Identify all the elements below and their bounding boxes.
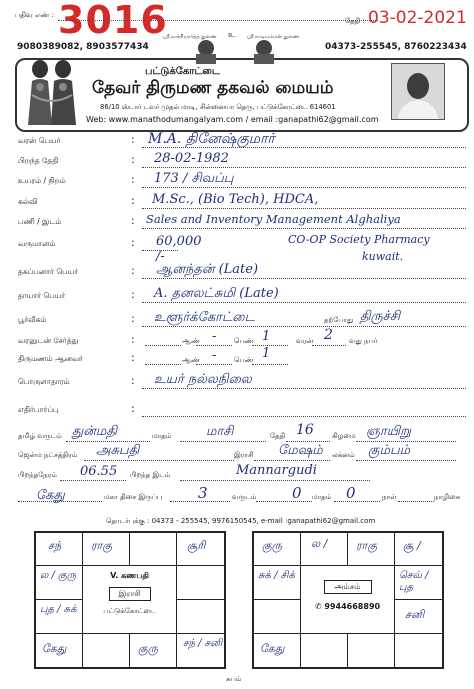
current-place-value: திருச்சி	[360, 309, 401, 324]
amsam-cell-13	[253, 633, 301, 668]
lagna-value: கும்பம்	[368, 443, 411, 458]
amsam-cell-5-text: சுக் / சிக்	[258, 570, 295, 581]
amsam-cell-14	[300, 633, 348, 668]
amsam-cell-4-text: சூ /	[403, 539, 421, 552]
married-female-value: 1	[262, 346, 271, 361]
dasa-naligai-label: நாழிகை	[434, 493, 461, 501]
economic-status-value: உயர் நல்லநிலை	[154, 372, 252, 387]
row-education: கல்வி : M.Sc., (Bio Tech), HDCA,	[18, 194, 466, 212]
tamil-year-label: தமிழ் வருடம்	[18, 432, 62, 440]
lagna-label: லக்னம்	[332, 451, 355, 459]
rasi-cell-4	[176, 532, 225, 566]
rasi-cell-3	[129, 532, 177, 566]
father-name-value: ஆனந்தன் (Late)	[156, 262, 259, 277]
row-married: திருமணம் ஆனவர் :	[18, 351, 135, 364]
married-label: திருமணம் ஆனவர்	[18, 354, 83, 363]
header-deity-mark: உ	[228, 30, 236, 39]
siblings-female-label: பெண்	[234, 337, 254, 345]
mother-name-value: A. தனலட்சுமி (Late)	[154, 286, 279, 301]
amsam-chart	[252, 531, 444, 669]
rasi-label: இராசி	[234, 451, 254, 459]
dasa-days-value: 0	[346, 484, 356, 502]
amsam-cell-15	[347, 633, 395, 668]
amsam-center-phone-number: 9944668890	[324, 602, 381, 611]
amsam-cell-12	[394, 599, 443, 634]
rasi-cell-2-text: ராகு	[91, 539, 113, 552]
siblings-label: வரனுடன் சேர்த்து	[18, 336, 79, 345]
amsam-cell-8-text: செவ் / புத	[399, 570, 429, 593]
tamil-month-value: மாசி	[206, 424, 234, 439]
tamil-day-label: கிழமை	[332, 432, 356, 440]
rasi-cell-1-text: சந்	[48, 539, 62, 552]
income-value: 60,000 /-	[156, 234, 202, 264]
registration-label: பதிவு எண் :	[15, 11, 54, 19]
amsam-cell-8	[394, 565, 443, 600]
rasi-cell-16	[176, 633, 225, 668]
native-place-label: பூர்வீகம்	[18, 315, 47, 324]
siblings-varan-label: வரன்	[296, 337, 314, 345]
contact-line: தொடர்புக்கு : 04373 - 255545, 9976150545, e-mail :ganapathi62@gmail.com	[106, 517, 376, 525]
rasi-cell-13-text: கேது	[42, 642, 67, 655]
rasi-cell-15-text: குரு	[138, 642, 158, 655]
rasi-cell-9	[35, 599, 83, 634]
header-deity-left: ஸ்ரீ நாச்சியார்த்த துணை	[163, 34, 217, 40]
siblings-varan-value: 2	[324, 327, 333, 343]
rasi-cell-13	[35, 633, 83, 668]
rasi-center-name: V. கணபதி	[110, 571, 149, 580]
rasi-center-city: பட்டுக்கோட்டை	[103, 607, 156, 615]
amsam-cell-2-text: ல /	[311, 537, 328, 550]
dasa-days-label: நாள்	[382, 493, 397, 501]
siblings-male-label: ஆண்	[182, 337, 200, 345]
birth-time-value: 06.55	[80, 464, 118, 479]
dob-value: 28-02-1982	[154, 151, 229, 166]
tamil-month-label: மாதம்	[152, 432, 172, 440]
tamil-year-value: துன்மதி	[72, 424, 117, 439]
rasi-cell-12	[176, 599, 225, 634]
dasa-label: மகா திசை இருப்பு	[104, 493, 163, 501]
work-place-label: பணி / இடம்	[18, 217, 62, 226]
rasi-cell-5	[35, 565, 83, 600]
star-value: அசுபதி	[96, 443, 140, 458]
dasa-years-value: 3	[198, 484, 208, 502]
star-label: ஜென்ம நட்சத்திரம்	[18, 451, 78, 459]
amsam-cell-12-text: சனி	[405, 608, 425, 621]
married-male-label: ஆண்	[182, 356, 200, 364]
rasi-cell-5-text: ல / குரு	[40, 570, 77, 581]
profile-photo	[391, 63, 445, 120]
header-phones-right: 04373-255545, 8760223434	[325, 42, 467, 52]
native-place-value: உளூர்க்கோட்டை	[154, 310, 255, 325]
date-label: தேதி :	[345, 17, 365, 25]
married-female-label: பெண்	[234, 356, 254, 364]
tamil-day-value: ஞாயிறு	[366, 424, 411, 439]
income-label: வருமானம்	[18, 239, 56, 248]
rasi-cell-9-text: புத / சுக்	[40, 604, 77, 615]
siblings-order-label: வது நபர்	[349, 337, 378, 345]
row-height-complexion: உயரம் / நிறம் : 173 / சிவப்பு	[18, 173, 466, 191]
row-economic-status: பொருளாதாரம் : உயர் நல்லநிலை	[18, 374, 466, 392]
organization-name: தேவர் திருமண தகவல் மையம்	[92, 78, 334, 98]
row-work-place: பணி / இடம் : Sales and Inventory Management Alghaliya	[18, 214, 466, 232]
dasa-value: கேது	[36, 488, 65, 503]
header-web-email: Web: www.manathodumangalyam.com / email :ganapathi62@gmail.com	[86, 115, 379, 124]
wedding-couple-illustration	[20, 55, 82, 127]
rasi-cell-15	[129, 633, 177, 668]
row-income: வருமானம் : 60,000 /-	[18, 234, 202, 264]
date-value: 03-02-2021	[368, 8, 467, 28]
married-male-value: -	[212, 348, 217, 363]
work-place-line2: CO-OP Society Pharmacy	[288, 233, 430, 246]
siblings-female-value: 1	[262, 329, 271, 344]
rasi-cell-4-text: சூரி	[187, 539, 206, 552]
registration-line	[58, 20, 378, 21]
amsam-cell-13-text: கேது	[260, 642, 285, 655]
dasa-months-label: மாதம்	[312, 493, 332, 501]
current-place-label: தற்போது	[324, 316, 354, 324]
rasi-cell-14	[82, 633, 130, 668]
rasi-value: மேஷம்	[278, 443, 323, 458]
height-complexion-value: 173 / சிவப்பு	[154, 171, 234, 186]
rasi-center	[83, 566, 176, 633]
dasa-years-label: வருடம்	[232, 493, 257, 501]
work-place-line3: kuwait.	[362, 250, 404, 263]
header-address: 86/10 ஸ்டார் டவர் முதல் மாடி, சின்னையா தெரு, பட்டுக்கோட்டை 614601	[100, 103, 336, 111]
groom-name-label: வரன் பெயர்	[18, 136, 61, 145]
rasi-cell-8	[176, 565, 225, 600]
education-label: கல்வி	[18, 197, 38, 206]
amsam-cell-3	[347, 532, 395, 566]
siblings-male-value: -	[212, 329, 217, 344]
header-city: பட்டுக்கோட்டை	[145, 66, 220, 77]
amsam-cell-5	[253, 565, 301, 600]
rasi-center-title: இராசி	[109, 587, 151, 601]
birth-place-label: பிறந்த இடம்	[130, 471, 171, 479]
work-place-value: Sales and Inventory Management Alghaliya	[146, 212, 401, 226]
economic-status-label: பொருளாதாரம்	[18, 377, 70, 386]
row-mother-name: தாயார் பெயர் : A. தனலட்சுமி (Late)	[18, 288, 466, 306]
amsam-cell-1	[253, 532, 301, 566]
amsam-cell-1-text: குரு	[262, 539, 282, 552]
amsam-cell-2	[300, 532, 348, 566]
expectation-label: எதிர்பார்ப்பு	[18, 405, 59, 414]
row-native-place: பூர்வீகம் : உளூர்க்கோட்டை	[18, 312, 466, 330]
row-dob: பிறந்த தேதி : 28-02-1982	[18, 153, 466, 171]
rasi-cell-1	[35, 532, 83, 566]
footer-text: சுபம்	[226, 675, 242, 683]
amsam-cell-9	[253, 599, 301, 634]
rasi-cell-16-text: சந் / சனி	[183, 638, 223, 649]
dasa-months-value: 0	[292, 484, 302, 502]
amsam-center-title: அம்சம்	[324, 580, 372, 594]
height-complexion-label: உயரம் / நிறம்	[18, 176, 66, 185]
amsam-center-phone	[301, 602, 394, 611]
dob-label: பிறந்த தேதி	[18, 156, 59, 165]
registration-number: 3016	[58, 0, 168, 42]
phone-icon: ✆	[314, 602, 322, 611]
father-name-label: தகப்பனார் பெயர்	[18, 267, 79, 276]
education-value: M.Sc., (Bio Tech), HDCA,	[152, 192, 319, 207]
header-phones-left: 9080389082, 8903577434	[17, 42, 149, 52]
amsam-center	[301, 566, 394, 633]
birth-place-value: Mannargudi	[236, 463, 317, 478]
amsam-cell-4	[394, 532, 443, 566]
header-deity-right: ஸ்ரீ நாடியம்மன் துணை	[247, 34, 300, 40]
deity-emblem-left	[182, 38, 230, 64]
rasi-chart	[34, 531, 226, 669]
deity-emblem-right	[240, 38, 288, 64]
mother-name-label: தாயார் பெயர்	[18, 291, 66, 300]
row-groom-name: வரன் பெயர் : M.A. தினேஷ்குமார்	[18, 133, 466, 151]
rasi-cell-2	[82, 532, 130, 566]
row-father-name: தகப்பனார் பெயர் : ஆனந்தன் (Late)	[18, 264, 466, 282]
tamil-date-label: தேதி	[270, 432, 286, 440]
groom-name-value: M.A. தினேஷ்குமார்	[148, 131, 275, 147]
amsam-cell-3-text: ராகு	[356, 539, 378, 552]
amsam-cell-16	[394, 633, 443, 668]
birth-time-label: பிறந்தநேரம்	[18, 471, 57, 479]
tamil-date-value: 16	[296, 422, 314, 438]
row-expectation: எதிர்பார்ப்பு :	[18, 402, 466, 420]
row-siblings: வரனுடன் சேர்த்து :	[18, 333, 135, 346]
